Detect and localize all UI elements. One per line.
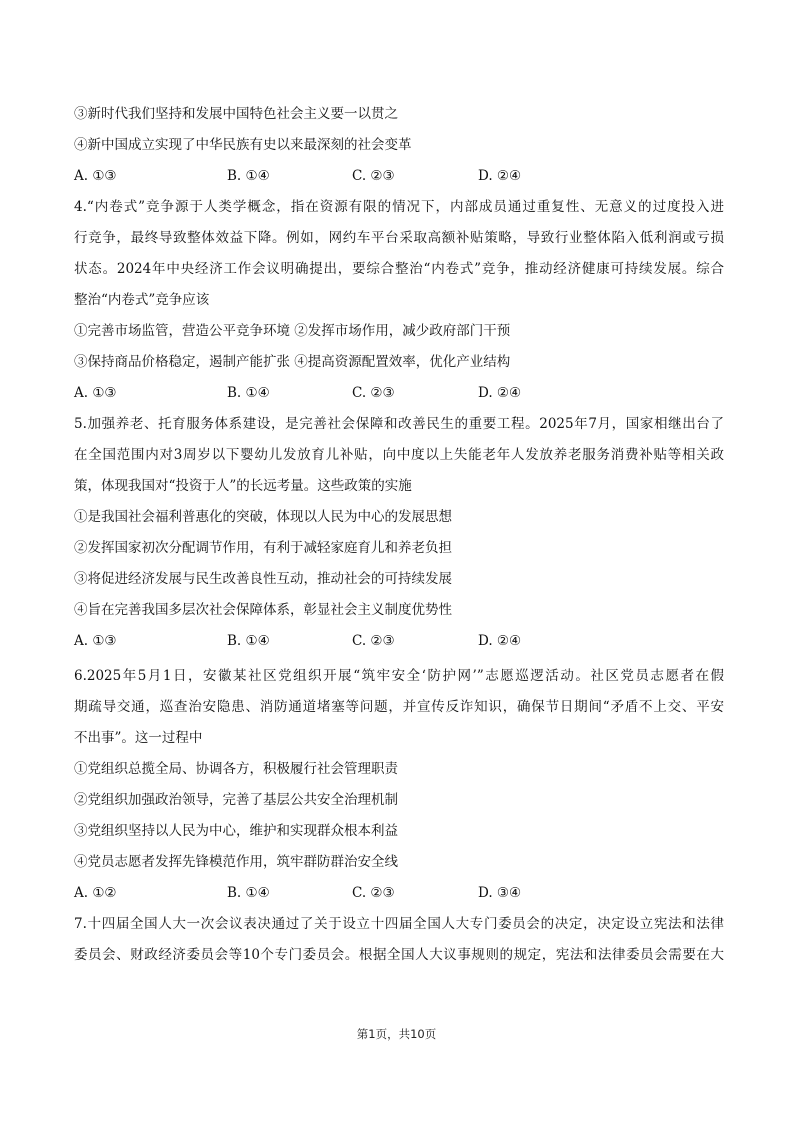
q4-options-row-2: ③保持商品价格稳定，遏制产能扩张 ④提高资源配置效率，优化产业结构 bbox=[74, 354, 511, 370]
q6-choice-a: A. ①② bbox=[74, 885, 117, 901]
q4-options-row-1: ①完善市场监管，营造公平竞争环境 ②发挥市场作用，减少政府部门干预 bbox=[74, 323, 511, 339]
q6-stem-line-2: 期疏导交通，巡查治安隐患、消防通道堵塞等问题，并宣传反诈知识，确保节日期间“矛盾不上交、平安 bbox=[74, 699, 724, 715]
q3-option-4: ④新中国成立实现了中华民族有史以来最深刻的社会变革 bbox=[74, 137, 412, 153]
q6-stem-line-1: 6.2025年5月1日，安徽某社区党组织开展“筑牢安全‘防护网’”志愿巡逻活动。社区党员志愿者在假 bbox=[74, 668, 724, 684]
q5-choice-b: B. ①④ bbox=[227, 633, 270, 649]
q6-option-3: ③党组织坚持以人民为中心，维护和实现群众根本利益 bbox=[74, 823, 398, 839]
q6-choice-b: B. ①④ bbox=[227, 885, 270, 901]
q3-choice-b: B. ①④ bbox=[227, 168, 270, 184]
q4-choice-d: D. ②④ bbox=[478, 385, 522, 401]
q7-stem-line-1: 7.十四届全国人大一次会议表决通过了关于设立十四届全国人大专门委员会的决定，决定设立宪法和法律 bbox=[74, 916, 724, 932]
q5-stem-line-3: 策，体现我国对“投资于人”的长远考量。这些政策的实施 bbox=[74, 478, 412, 494]
q4-stem-line-3: 状态。2024年中央经济工作会议明确提出，要综合整治“内卷式”竞争，推动经济健康可持续发展。综合 bbox=[74, 261, 724, 277]
q4-choices bbox=[74, 383, 724, 403]
q3-choice-d: D. ②④ bbox=[478, 168, 522, 184]
q5-choices bbox=[74, 631, 724, 651]
q4-choice-c: C. ②③ bbox=[352, 385, 395, 401]
q5-stem-line-1: 5.加强养老、托育服务体系建设，是完善社会保障和改善民生的重要工程。2025年7月，国家相继出台了 bbox=[74, 416, 724, 432]
q5-choice-d: D. ②④ bbox=[478, 633, 522, 649]
q4-stem-line-4: 整治“内卷式”竞争应该 bbox=[74, 292, 210, 308]
q6-choice-c: C. ②③ bbox=[352, 885, 395, 901]
q5-option-3: ③将促进经济发展与民生改善良性互动，推动社会的可持续发展 bbox=[74, 571, 452, 587]
q3-choices bbox=[74, 166, 724, 186]
q4-choice-a: A. ①③ bbox=[74, 385, 117, 401]
q3-choice-a: A. ①③ bbox=[74, 168, 117, 184]
q3-option-3: ③新时代我们坚持和发展中国特色社会主义要一以贯之 bbox=[74, 106, 398, 122]
q6-option-2: ②党组织加强政治领导，完善了基层公共安全治理机制 bbox=[74, 792, 398, 808]
q4-stem-line-1: 4.“内卷式”竞争源于人类学概念，指在资源有限的情况下，内部成员通过重复性、无意义的过度投入进 bbox=[74, 199, 724, 215]
q6-option-1: ①党组织总揽全局、协调各方，积极履行社会管理职责 bbox=[74, 761, 398, 777]
q6-stem-line-3: 不出事”。这一过程中 bbox=[74, 730, 203, 746]
q5-choice-a: A. ①③ bbox=[74, 633, 117, 649]
q6-choice-d: D. ③④ bbox=[478, 885, 522, 901]
q3-choice-c: C. ②③ bbox=[352, 168, 395, 184]
q5-option-2: ②发挥国家初次分配调节作用，有利于减轻家庭育儿和养老负担 bbox=[74, 540, 452, 556]
q4-stem-line-2: 行竞争，最终导致整体效益下降。例如，网约车平台采取高额补贴策略，导致行业整体陷入低利润或亏损 bbox=[74, 230, 724, 246]
q5-stem-line-2: 在全国范围内对3周岁以下婴幼儿发放育儿补贴，向中度以上失能老年人发放养老服务消费补贴等相关政 bbox=[74, 447, 724, 463]
q4-choice-b: B. ①④ bbox=[227, 385, 270, 401]
q6-choices bbox=[74, 883, 724, 903]
q5-choice-c: C. ②③ bbox=[352, 633, 395, 649]
q5-option-1: ①是我国社会福利普惠化的突破，体现以人民为中心的发展思想 bbox=[74, 509, 452, 525]
q5-option-4: ④旨在完善我国多层次社会保障体系，彰显社会主义制度优势性 bbox=[74, 602, 452, 618]
q7-stem-line-2: 委员会、财政经济委员会等10个专门委员会。根据全国人大议事规则的规定，宪法和法律委员会需要在大 bbox=[74, 947, 724, 963]
q6-option-4: ④党员志愿者发挥先锋模范作用，筑牢群防群治安全线 bbox=[74, 854, 398, 870]
page-number-footer: 第1页，共10页 bbox=[356, 1027, 437, 1041]
